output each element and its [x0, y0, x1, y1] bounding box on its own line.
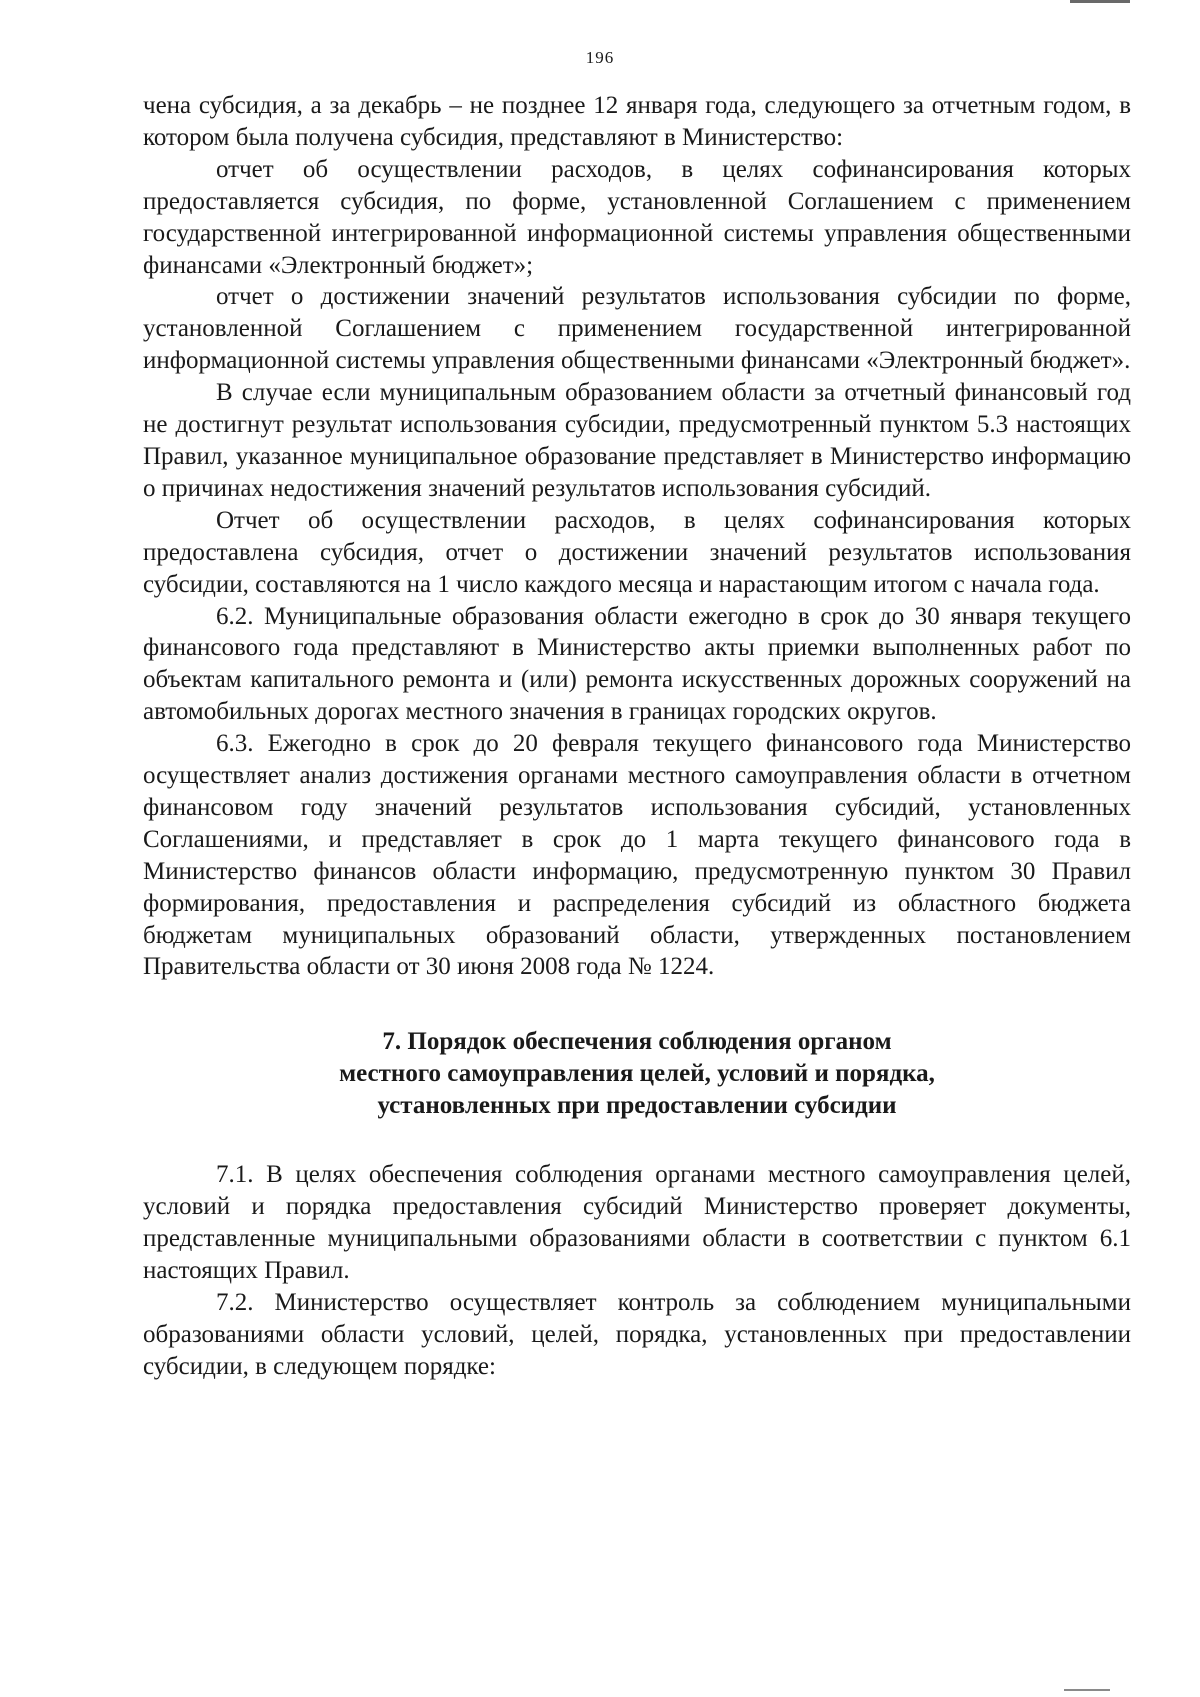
- section-heading-line-2: местного самоуправления целей, условий и порядка,: [339, 1060, 935, 1088]
- paragraph-6-3: 6.3. Ежегодно в срок до 20 февраля текущего финансового года Министерство осуществляет анализ достижения органами местного самоуправления области в отчетном финансовом году значений результатов использования субсидий, установленных Соглашениями, и представляет в срок до 1 марта текущего финансового года в Министерство финансов области информацию, предусмотренную пунктом 30 Правил формирования, предоставления и распределения субсидий из областного бюджета бюджетам муниципальных образований области, утвержденных постановлением Правительства области от 30 июня 2008 года № 1224.: [143, 730, 1131, 981]
- scan-artifact-bottom: [1064, 1689, 1110, 1691]
- paragraph-results-report: отчет о достижении значений результатов использования субсидии по форме, установленной Соглашением с применением государственной интегрированной информационной системы управления общественными финансами «Электронный бюджет».: [143, 283, 1131, 375]
- paragraph-continuation: чена субсидия, а за декабрь – не позднее 12 января года, следующего за отчетным годом, в котором была получена субсидия, представляют в Министерство:: [143, 92, 1131, 151]
- paragraph-non-achievement: В случае если муниципальным образованием области за отчетный финансовый год не достигнут результат использования субсидии, предусмотренный пунктом 5.3 настоящих Правил, указанное муниципальное образование представляет в Министерство информацию о причинах недостижения значений результатов использования субсидий.: [143, 379, 1131, 502]
- paragraph-7-1: 7.1. В целях обеспечения соблюдения органами местного самоуправления целей, условий и порядка предоставления субсидий Министерство проверяет документы, представленные муниципальными образованиями области в соответствии с пунктом 6.1 настоящих Правил.: [143, 1161, 1131, 1284]
- section-heading-line-1: 7. Порядок обеспечения соблюдения органом: [382, 1028, 892, 1056]
- page-number: 196: [585, 48, 615, 67]
- scan-artifact-top: [1070, 0, 1130, 3]
- paragraph-report-dates: Отчет об осуществлении расходов, в целях софинансирования которых предоставлена субсидия, отчет о достижении значений результатов использования субсидии, составляются на 1 число каждого месяца и нарастающим итогом с начала года.: [143, 506, 1131, 598]
- paragraph-expense-report: отчет об осуществлении расходов, в целях софинансирования которых предоставляется субсидия, по форме, установленной Соглашением с применением государственной интегрированной информационной системы управления общественными финансами «Электронный бюджет»;: [143, 155, 1131, 279]
- paragraph-7-2: 7.2. Министерство осуществляет контроль за соблюдением муниципальными образованиями области условий, целей, порядка, установленных при предоставлении субсидии, в следующем порядке:: [143, 1288, 1131, 1380]
- document-body: [143, 90, 1131, 1382]
- section-heading: [143, 1026, 1131, 1122]
- section-heading-line-3: установленных при предоставлении субсидии: [377, 1092, 897, 1120]
- paragraph-6-2: 6.2. Муниципальные образования области ежегодно в срок до 30 января текущего финансового года представляют в Министерство акты приемки выполненных работ по объектам капитального ремонта и (или) ремонта искусственных дорожных сооружений на автомобильных дорогах местного значения в границах городских округов.: [143, 602, 1131, 726]
